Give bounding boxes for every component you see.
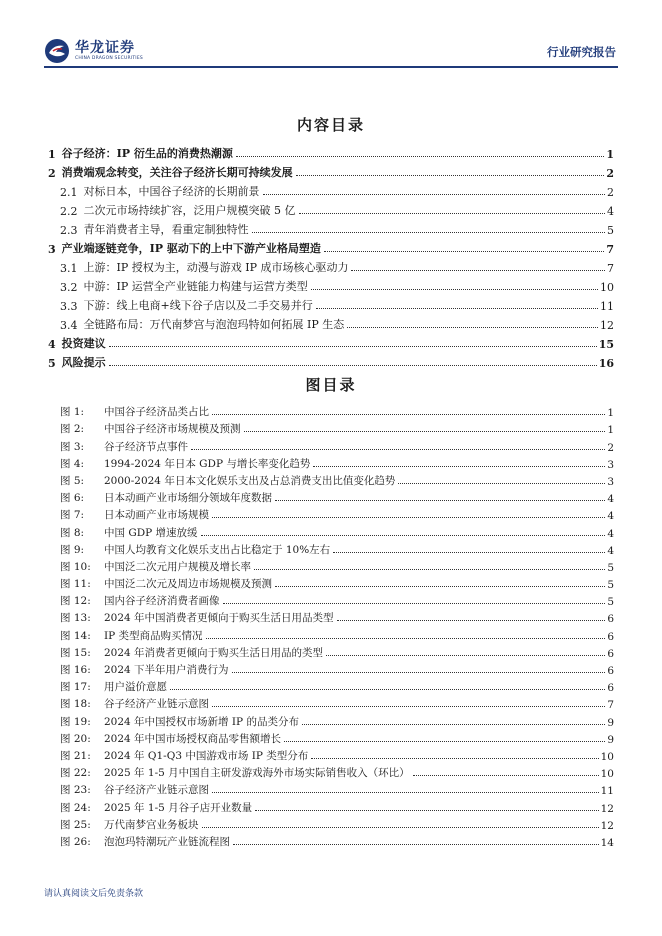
toc-entry[interactable] bbox=[48, 180, 614, 199]
figure-entry-page: 4 bbox=[607, 493, 614, 506]
figure-entry[interactable] bbox=[60, 488, 614, 505]
toc-entry-text: 青年消费者主导，看重定制独特性 bbox=[83, 223, 249, 236]
dot-leader bbox=[232, 672, 606, 673]
figure-entry-page: 3 bbox=[607, 475, 614, 488]
toc-entry-number: 3.4 bbox=[60, 319, 78, 332]
figure-entry-label: 图 7: bbox=[60, 509, 85, 522]
toc-entry[interactable] bbox=[48, 351, 614, 370]
figure-entry-label: 图 20: bbox=[60, 732, 91, 745]
toc-entry-text: 上游：IP 授权为主，动漫与游戏 IP 成市场核心驱动力 bbox=[83, 261, 349, 274]
toc-entry-page: 11 bbox=[600, 300, 614, 313]
toc-entry-number: 2.2 bbox=[60, 205, 78, 218]
toc-entry[interactable] bbox=[48, 142, 614, 161]
toc-entry-page: 10 bbox=[600, 281, 614, 294]
dot-leader bbox=[244, 431, 606, 432]
figure-entry-text: 2024 年消费者更倾向于购买生活日用品的类型 bbox=[104, 646, 324, 659]
figure-entry-label: 图 23: bbox=[60, 784, 91, 797]
figure-entry-label: 图 24: bbox=[60, 801, 91, 814]
figure-entry[interactable] bbox=[60, 419, 614, 436]
toc-entry-number: 3 bbox=[48, 243, 56, 256]
company-name-cn: 华龙证券 bbox=[75, 39, 135, 56]
figure-entry[interactable] bbox=[60, 780, 614, 797]
figure-entry[interactable] bbox=[60, 643, 614, 660]
figure-entry[interactable] bbox=[60, 591, 614, 608]
page-header bbox=[0, 0, 662, 70]
figure-entry-page: 12 bbox=[600, 819, 614, 832]
toc-entry-text: 下游：线上电商+线下谷子店以及二手交易并行 bbox=[83, 299, 313, 312]
dot-leader bbox=[212, 792, 599, 793]
dot-leader bbox=[326, 655, 605, 656]
dot-leader bbox=[236, 156, 604, 157]
toc-title: 内容目录 bbox=[296, 116, 365, 134]
figure-entry-page: 4 bbox=[607, 527, 614, 540]
figure-entry-text: 中国谷子经济品类占比 bbox=[104, 406, 209, 419]
figure-entry-label: 图 4: bbox=[60, 457, 85, 470]
toc-entry-page: 5 bbox=[607, 224, 614, 237]
dot-leader bbox=[202, 827, 599, 828]
figure-entry-page: 2 bbox=[607, 441, 614, 454]
figure-entry[interactable] bbox=[60, 522, 614, 539]
dot-leader bbox=[275, 586, 605, 587]
figure-entry-text: 1994-2024 年日本 GDP 与增长率变化趋势 bbox=[104, 457, 311, 470]
toc-entry-number: 4 bbox=[48, 338, 56, 351]
figure-entry[interactable] bbox=[60, 557, 614, 574]
figure-entry-label: 图 21: bbox=[60, 749, 91, 762]
dot-leader bbox=[324, 251, 604, 252]
figure-entry-page: 4 bbox=[607, 510, 614, 523]
figure-entry-label: 图 19: bbox=[60, 715, 91, 728]
dot-leader bbox=[263, 194, 606, 195]
dot-leader bbox=[413, 775, 599, 776]
toc-entry[interactable] bbox=[48, 256, 614, 275]
toc-entry-page: 15 bbox=[598, 338, 614, 351]
figure-entry-text: IP 类型商品购买情况 bbox=[104, 629, 203, 642]
figure-entry-text: 2024 下半年用户消费行为 bbox=[104, 664, 229, 676]
dot-leader bbox=[299, 213, 606, 214]
toc-entry-number: 5 bbox=[48, 357, 56, 370]
figure-entry-label: 图 25: bbox=[60, 818, 91, 831]
figure-entry-label: 图 9: bbox=[60, 543, 85, 556]
figure-entry-text: 日本动画产业市场细分领域年度数据 bbox=[104, 492, 272, 505]
figure-entry-text: 2025 年 1-5 月谷子店开业数量 bbox=[104, 801, 253, 814]
dot-leader bbox=[311, 289, 598, 290]
figure-entry-page: 9 bbox=[607, 716, 614, 729]
dot-leader bbox=[333, 552, 605, 553]
toc-entry-text: 中游：IP 运营全产业链能力构建与运营方类型 bbox=[83, 280, 308, 293]
figure-entry-page: 6 bbox=[607, 630, 614, 643]
dot-leader bbox=[316, 308, 598, 309]
figure-entry[interactable] bbox=[60, 574, 614, 591]
figure-entry-text: 2024 年中国消费者更倾向于购买生活日用品类型 bbox=[104, 612, 334, 625]
toc-entry-page: 7 bbox=[607, 262, 614, 275]
figure-entry[interactable] bbox=[60, 815, 614, 832]
toc-entry-number: 2.3 bbox=[60, 224, 78, 237]
figure-entry[interactable] bbox=[60, 729, 614, 746]
figure-entry-text: 谷子经济节点事件 bbox=[104, 440, 188, 453]
figure-entry-text: 国内谷子经济消费者画像 bbox=[104, 595, 220, 608]
figure-entry-label: 图 5: bbox=[60, 474, 85, 487]
dot-leader bbox=[347, 327, 598, 328]
toc-entry-page: 1 bbox=[606, 148, 614, 161]
figure-entry[interactable] bbox=[60, 711, 614, 728]
dot-leader bbox=[191, 449, 605, 450]
figure-entry[interactable] bbox=[60, 505, 614, 522]
figure-entry-page: 6 bbox=[607, 613, 614, 626]
dot-leader bbox=[255, 810, 598, 811]
figure-entry-page: 11 bbox=[600, 785, 614, 798]
figure-entry-text: 中国谷子经济市场规模及预测 bbox=[104, 423, 241, 436]
report-type-label: 行业研究报告 bbox=[547, 45, 616, 59]
figure-entry-text: 2000-2024 年日本文化娱乐支出及占总消费支出比值变化趋势 bbox=[104, 474, 396, 487]
figure-entry[interactable] bbox=[60, 660, 614, 677]
figure-entry[interactable] bbox=[60, 540, 614, 557]
figure-entry-page: 4 bbox=[607, 544, 614, 557]
toc-entry-text: 消费端观念转变，关注谷子经济长期可持续发展 bbox=[61, 166, 293, 179]
dot-leader bbox=[284, 741, 605, 742]
figure-entry-page: 6 bbox=[607, 682, 614, 695]
dot-leader bbox=[212, 706, 605, 707]
toc-entry-number: 3.3 bbox=[60, 300, 78, 313]
figure-entry-page: 12 bbox=[600, 802, 614, 815]
toc-entry-text: 全链路布局：万代南梦宫与泡泡玛特如何拓展 IP 生态 bbox=[83, 318, 345, 331]
toc-entry-page: 12 bbox=[600, 319, 614, 332]
toc-entry-text: 风险提示 bbox=[61, 356, 106, 369]
figure-entry-label: 图 10: bbox=[60, 560, 91, 573]
figure-entry-page: 14 bbox=[600, 836, 614, 849]
figure-entry-text: 泡泡玛特潮玩产业链流程图 bbox=[104, 835, 230, 848]
figure-entry-label: 图 14: bbox=[60, 629, 91, 642]
figure-entry-label: 图 13: bbox=[60, 612, 91, 625]
toc-entry-number: 2 bbox=[48, 167, 56, 180]
figure-entry[interactable] bbox=[60, 625, 614, 642]
figure-entry-text: 用户溢价意愿 bbox=[104, 681, 167, 694]
toc-entry-text: 投资建议 bbox=[61, 337, 106, 350]
toc-entry[interactable] bbox=[48, 218, 614, 237]
dot-leader bbox=[254, 569, 605, 570]
figure-entry-label: 图 18: bbox=[60, 698, 91, 711]
figure-list-title: 图目录 bbox=[305, 376, 357, 394]
figure-entry[interactable] bbox=[60, 694, 614, 711]
dot-leader bbox=[351, 270, 605, 271]
toc-entry-page: 16 bbox=[598, 357, 614, 370]
figure-entry-page: 9 bbox=[607, 733, 614, 746]
toc-entry-text: 二次元市场持续扩容，泛用户规模突破 5 亿 bbox=[83, 204, 296, 217]
figure-entry-text: 中国 GDP 增速放缓 bbox=[104, 526, 198, 539]
dot-leader bbox=[170, 689, 605, 690]
figure-entry-text: 2024 年 Q1-Q3 中国游戏市场 IP 类型分布 bbox=[104, 749, 309, 762]
dot-leader bbox=[233, 844, 599, 845]
dot-leader bbox=[212, 517, 605, 518]
figure-entry[interactable] bbox=[60, 832, 614, 849]
toc-entry-number: 3.1 bbox=[60, 262, 78, 275]
figure-entry-text: 中国泛二次元用户规模及增长率 bbox=[104, 560, 251, 573]
figure-entry-text: 中国泛二次元及周边市场规模及预测 bbox=[104, 578, 272, 591]
toc-entry-text: 谷子经济：IP 衍生品的消费热潮源 bbox=[61, 147, 233, 160]
toc-entry[interactable] bbox=[48, 313, 614, 332]
figure-entry-page: 3 bbox=[607, 458, 614, 471]
header-divider bbox=[44, 66, 618, 68]
figure-entry-label: 图 17: bbox=[60, 681, 91, 694]
figure-entry-page: 10 bbox=[600, 750, 614, 763]
toc-entry[interactable] bbox=[48, 275, 614, 294]
dot-leader bbox=[206, 638, 606, 639]
figure-entry-label: 图 6: bbox=[60, 492, 85, 505]
toc-entry-number: 3.2 bbox=[60, 281, 78, 294]
toc-entry-text: 对标日本，中国谷子经济的长期前景 bbox=[83, 185, 260, 198]
figure-entry-text: 日本动画产业市场规模 bbox=[104, 509, 209, 522]
figure-entry-page: 1 bbox=[607, 407, 614, 420]
figure-entry-text: 2024 年中国授权市场新增 IP 的品类分布 bbox=[104, 715, 299, 728]
figure-entry-text: 谷子经济产业链示意图 bbox=[104, 698, 209, 711]
dot-leader bbox=[223, 603, 606, 604]
toc-entry-page: 2 bbox=[607, 186, 614, 199]
dot-leader bbox=[109, 346, 597, 347]
figure-entry-label: 图 3: bbox=[60, 440, 85, 453]
toc-entry-page: 4 bbox=[607, 205, 614, 218]
figure-entry-label: 图 11: bbox=[60, 578, 91, 591]
dot-leader bbox=[296, 175, 605, 176]
figure-entry-page: 6 bbox=[607, 665, 614, 677]
figure-entry-page: 5 bbox=[607, 561, 614, 574]
figure-entry[interactable] bbox=[60, 746, 614, 763]
toc-entry-text: 产业端逐链竞争，IP 驱动下的上中下游产业格局塑造 bbox=[61, 242, 321, 255]
figure-entry[interactable] bbox=[60, 436, 614, 453]
toc-entry[interactable] bbox=[48, 332, 614, 351]
toc-entry-number: 1 bbox=[48, 148, 56, 161]
table-of-contents bbox=[48, 142, 614, 370]
toc-entry[interactable] bbox=[48, 199, 614, 218]
dot-leader bbox=[252, 232, 606, 233]
figure-entry-page: 5 bbox=[607, 579, 614, 592]
toc-entry[interactable] bbox=[48, 237, 614, 256]
figure-entry[interactable] bbox=[60, 454, 614, 471]
company-name-en: CHINA DRAGON SECURITIES bbox=[75, 55, 143, 61]
figure-entry-label: 图 2: bbox=[60, 423, 85, 436]
figure-entry-label: 图 16: bbox=[60, 664, 91, 676]
dot-leader bbox=[337, 620, 606, 621]
figure-entry-text: 万代南梦宫业务板块 bbox=[104, 818, 199, 831]
figure-entry[interactable] bbox=[60, 797, 614, 814]
figure-entry[interactable] bbox=[60, 677, 614, 694]
dot-leader bbox=[201, 535, 606, 536]
dot-leader bbox=[302, 724, 605, 725]
company-logo bbox=[44, 38, 143, 64]
figure-entry-page: 10 bbox=[600, 768, 614, 781]
toc-entry[interactable] bbox=[48, 294, 614, 313]
dot-leader bbox=[212, 414, 605, 415]
figure-entry-label: 图 22: bbox=[60, 767, 91, 780]
toc-entry-page: 7 bbox=[606, 243, 614, 256]
dot-leader bbox=[311, 758, 598, 759]
figure-entry-text: 谷子经济产业链示意图 bbox=[104, 784, 209, 797]
figure-entry[interactable] bbox=[60, 471, 614, 488]
figure-entry-label: 图 15: bbox=[60, 646, 91, 659]
dragon-logo-icon bbox=[44, 38, 70, 64]
figure-entry[interactable] bbox=[60, 402, 614, 419]
figure-entry-text: 2024 年中国市场授权商品零售额增长 bbox=[104, 732, 282, 745]
dot-leader bbox=[398, 483, 605, 484]
figure-entry-page: 6 bbox=[607, 647, 614, 660]
figure-entry-label: 图 1: bbox=[60, 406, 85, 419]
figure-entry-page: 5 bbox=[607, 596, 614, 609]
toc-entry[interactable] bbox=[48, 161, 614, 180]
figure-entry-page: 7 bbox=[607, 699, 614, 712]
figure-entry-label: 图 26: bbox=[60, 835, 91, 848]
dot-leader bbox=[109, 365, 597, 366]
dot-leader bbox=[313, 466, 605, 467]
footer-disclaimer: 请认真阅读文后免责条款 bbox=[44, 889, 144, 899]
figure-entry[interactable] bbox=[60, 763, 614, 780]
figure-entry-page: 1 bbox=[607, 424, 614, 437]
figure-list bbox=[60, 402, 614, 849]
figure-entry-label: 图 12: bbox=[60, 595, 91, 608]
figure-entry[interactable] bbox=[60, 608, 614, 625]
figure-entry-label: 图 8: bbox=[60, 526, 85, 539]
dot-leader bbox=[275, 500, 605, 501]
toc-entry-number: 2.1 bbox=[60, 186, 78, 199]
figure-entry-text: 2025 年 1-5 月中国自主研发游戏海外市场实际销售收入（环比） bbox=[104, 767, 410, 780]
figure-entry-text: 中国人均教育文化娱乐支出占比稳定于 10%左右 bbox=[104, 543, 331, 556]
toc-entry-page: 2 bbox=[606, 167, 614, 180]
